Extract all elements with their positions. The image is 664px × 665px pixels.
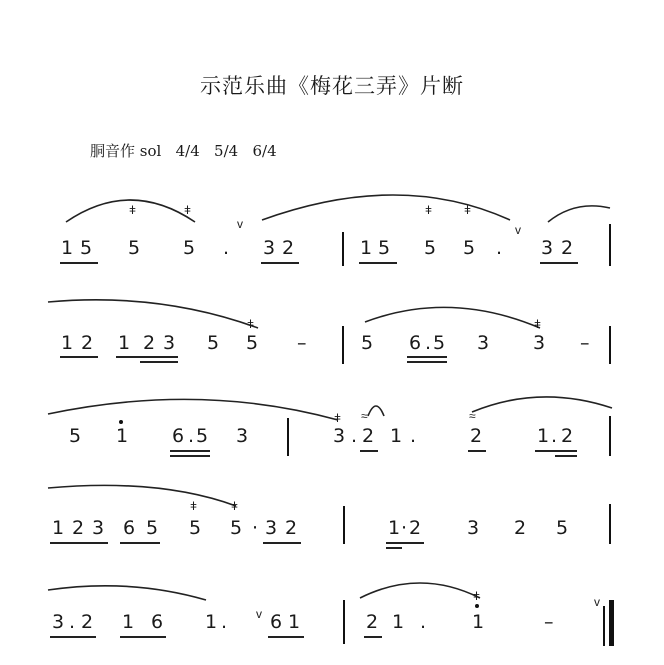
score-note: 5 xyxy=(146,517,159,539)
score-note: 3 xyxy=(92,517,105,539)
rhythm-underline xyxy=(170,455,210,457)
barline xyxy=(609,416,611,456)
score-note: 6 xyxy=(270,611,283,633)
score-note: 1 xyxy=(205,611,218,633)
score-note: 1 xyxy=(390,425,403,447)
score-note: . xyxy=(410,425,417,447)
barline xyxy=(343,506,345,544)
score-note: 2 xyxy=(282,237,295,259)
score-note: . xyxy=(496,237,503,259)
fingering-mark: ǂ xyxy=(231,499,239,513)
barline xyxy=(609,326,611,364)
barline xyxy=(609,224,611,266)
score-note: 5 xyxy=(183,237,196,259)
fingering-mark: ǂ xyxy=(190,499,198,513)
score-note: 3 xyxy=(163,332,176,354)
score-note: . xyxy=(420,611,427,633)
score-note: 5 xyxy=(246,332,259,354)
score-note: . xyxy=(69,611,76,633)
fingering-mark: ǂ xyxy=(247,317,255,331)
fingering-mark: ǂ xyxy=(425,203,433,217)
barline xyxy=(343,600,345,644)
score-note: 5 xyxy=(196,425,209,447)
score-note: 5 xyxy=(207,332,220,354)
score-note: 2 xyxy=(362,425,375,447)
score-note: – xyxy=(297,332,307,354)
score-note: 1 xyxy=(472,611,485,633)
octave-dot xyxy=(475,604,479,608)
rhythm-underline xyxy=(170,450,210,452)
score-note: 6 xyxy=(123,517,136,539)
score-note: 3 xyxy=(265,517,278,539)
rhythm-underline xyxy=(364,636,382,638)
rhythm-underline xyxy=(120,636,166,638)
trill-mark: ≈ xyxy=(469,409,476,423)
score-note: – xyxy=(580,332,590,354)
score-note: 5 xyxy=(189,517,202,539)
score-note: 1 xyxy=(392,611,405,633)
final-barline-thick xyxy=(609,600,614,646)
score-note: 2 xyxy=(514,517,527,539)
score-note: . xyxy=(188,425,195,447)
score-note: · xyxy=(401,517,408,539)
score-note: 3 xyxy=(477,332,490,354)
score-note: 5 xyxy=(361,332,374,354)
fingering-mark: ǂ xyxy=(184,203,192,217)
fingering-mark: ǂ xyxy=(464,203,472,217)
score-note: 2 xyxy=(470,425,483,447)
rhythm-underline xyxy=(261,262,299,264)
score-note: 6 xyxy=(172,425,185,447)
rhythm-underline xyxy=(386,547,402,549)
fingering-mark: ǂ xyxy=(129,203,137,217)
score-note: 1 xyxy=(118,332,131,354)
trill-mark: ≈ xyxy=(361,409,368,423)
score-note: . xyxy=(425,332,432,354)
score-note: 3 xyxy=(541,237,554,259)
rhythm-underline xyxy=(535,450,577,452)
score-note: 1 xyxy=(288,611,301,633)
rhythm-underline xyxy=(60,262,98,264)
score-note: 1 xyxy=(388,517,401,539)
barline xyxy=(342,232,344,266)
score-note: 3 xyxy=(467,517,480,539)
barline xyxy=(342,326,344,364)
score-note: – xyxy=(544,611,554,633)
score-note: 5 xyxy=(378,237,391,259)
score-note: 1 xyxy=(52,517,65,539)
score-note: 5 xyxy=(556,517,569,539)
score-note: · xyxy=(252,517,259,539)
rhythm-underline xyxy=(468,450,486,452)
score-note: 3 xyxy=(52,611,65,633)
score-note: 3 xyxy=(333,425,346,447)
score-note: 2 xyxy=(143,332,156,354)
score-note: 2 xyxy=(81,611,94,633)
barline xyxy=(609,504,611,544)
score-note: 5 xyxy=(69,425,82,447)
score-note: 5 xyxy=(433,332,446,354)
score-note: . xyxy=(223,237,230,259)
fingering-mark: ǂ xyxy=(473,589,481,603)
rhythm-underline xyxy=(359,262,397,264)
score-note: 5 xyxy=(128,237,141,259)
fingering-mark: ǂ xyxy=(334,411,342,425)
score-note: 6 xyxy=(409,332,422,354)
score-note: 1 xyxy=(122,611,135,633)
page-title: 示范乐曲《梅花三弄》片断 xyxy=(200,74,464,98)
rhythm-underline xyxy=(116,356,178,358)
score-note: 6 xyxy=(151,611,164,633)
score-note: 2 xyxy=(561,425,574,447)
rhythm-underline xyxy=(540,262,578,264)
score-note: 5 xyxy=(424,237,437,259)
score-note: 2 xyxy=(561,237,574,259)
rhythm-underline xyxy=(386,542,424,544)
rhythm-underline xyxy=(407,361,447,363)
rhythm-underline xyxy=(50,636,96,638)
breath-mark: v xyxy=(237,217,243,231)
score-note: 1 xyxy=(61,237,74,259)
score-note: 3 xyxy=(533,332,546,354)
score-note: 2 xyxy=(81,332,94,354)
fingering-mark: ǂ xyxy=(534,317,542,331)
score-note: . xyxy=(351,425,358,447)
rhythm-underline xyxy=(120,542,160,544)
octave-dot xyxy=(119,420,123,424)
score-note: 1 xyxy=(61,332,74,354)
score-note: 1 xyxy=(116,425,129,447)
breath-mark: v xyxy=(515,223,521,237)
score-note: 3 xyxy=(263,237,276,259)
rhythm-underline xyxy=(60,356,98,358)
score-note: 1 xyxy=(360,237,373,259)
barline xyxy=(287,418,289,456)
score-note: 5 xyxy=(230,517,243,539)
score-note: 2 xyxy=(409,517,422,539)
rhythm-underline xyxy=(268,636,304,638)
rhythm-underline xyxy=(407,356,447,358)
score-note: 3 xyxy=(236,425,249,447)
tuning-and-meter-info: 胴音作 sol 4/4 5/4 6/4 xyxy=(90,142,277,160)
score-note: 2 xyxy=(285,517,298,539)
score-note: 2 xyxy=(72,517,85,539)
final-barline-thin xyxy=(603,606,605,646)
rhythm-underline xyxy=(263,542,301,544)
score-note: 1 xyxy=(537,425,550,447)
score-note: 5 xyxy=(463,237,476,259)
breath-mark: v xyxy=(256,607,262,621)
rhythm-underline xyxy=(360,450,378,452)
score-note: . xyxy=(221,611,228,633)
rhythm-underline xyxy=(140,361,178,363)
breath-mark: v xyxy=(594,595,600,609)
rhythm-underline xyxy=(50,542,108,544)
score-note: . xyxy=(551,425,558,447)
score-note: 2 xyxy=(366,611,379,633)
score-note: 5 xyxy=(80,237,93,259)
rhythm-underline xyxy=(555,455,577,457)
